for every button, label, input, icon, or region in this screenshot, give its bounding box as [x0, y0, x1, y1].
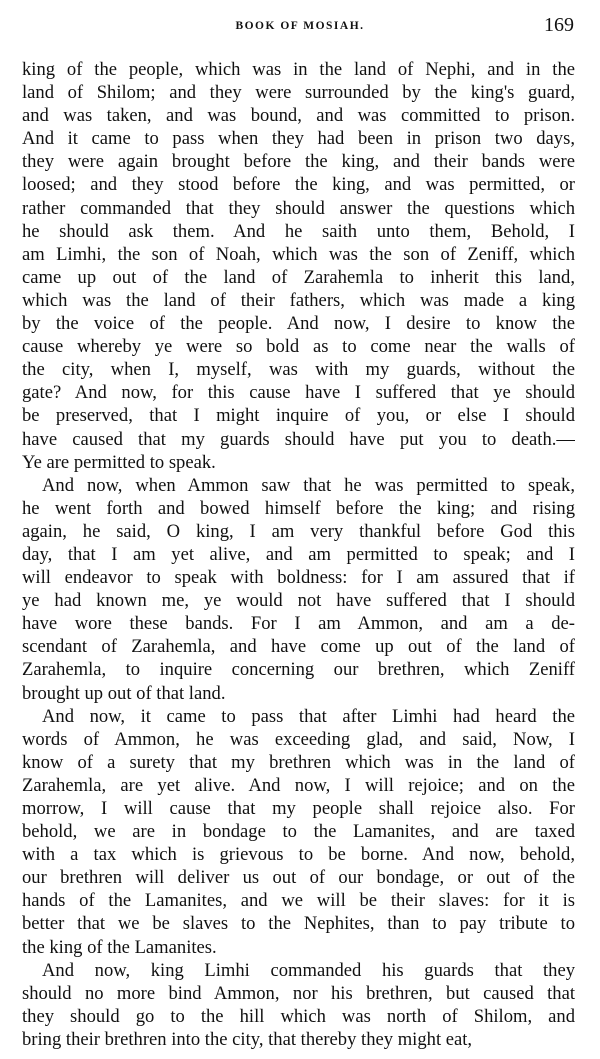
text-line: land of Shilom; and they were surrounded by the king's guard, — [22, 82, 575, 104]
text-line: with a tax which is grievous to be borne. And now, behold, — [22, 844, 575, 866]
page-header — [0, 14, 600, 44]
text-line: Zarahemla, are yet alive. And now, I will rejoice; and on the — [22, 774, 575, 796]
text-line: the city, when I, myself, was with my guards, without the — [22, 359, 575, 381]
text-line: he should ask them. And he saith unto them, Behold, I — [22, 220, 575, 242]
text-line: behold, we are in bondage to the Lamanites, and are taxed — [22, 821, 575, 843]
text-line: And now, king Limhi commanded his guards that they — [42, 959, 575, 981]
text-line: by the voice of the people. And now, I desire to know the — [22, 313, 575, 335]
text-line: gate? And now, for this cause have I suffered that ye should — [22, 382, 575, 404]
text-line: hands of the Lamanites, and we will be their slaves: for it is — [22, 890, 575, 912]
text-line: brought up out of that land. — [22, 682, 226, 704]
text-line: morrow, I will cause that my people shall rejoice also. For — [22, 798, 575, 819]
running-title: BOOK OF MOSIAH. — [235, 20, 365, 32]
text-line: cause whereby ye were so bold as to come near the walls of — [22, 336, 575, 358]
text-line: loosed; and they stood before the king, and was permitted, or — [22, 174, 575, 196]
text-line: ye had known me, ye would not have suffered that I should — [22, 590, 575, 612]
text-line: they should go to the hill which was north of Shilom, and — [22, 1005, 575, 1027]
text-line: and was taken, and was bound, and was committed to prison. — [22, 105, 575, 127]
text-line: words of Ammon, he was exceeding glad, and said, Now, I — [22, 728, 575, 750]
text-line: scendant of Zarahemla, and have come up out of the land of — [22, 636, 575, 658]
text-line: the king of the Lamanites. — [22, 936, 217, 958]
paragraph — [22, 474, 575, 705]
text-line: have caused that my guards should have put you to death.— — [22, 428, 575, 450]
text-line: know of a surety that my brethren which was in the land of — [22, 751, 575, 773]
paragraph — [22, 705, 575, 959]
text-line: have wore these bands. For I am Ammon, and am a de- — [22, 613, 575, 635]
text-line: day, that I am yet alive, and am permitted to speak; and I — [22, 543, 575, 565]
text-line: be preserved, that I might inquire of you, or else I should — [22, 405, 575, 427]
text-line: which was the land of their fathers, which was made a king — [22, 289, 575, 311]
paragraph — [22, 58, 575, 474]
text-line: rather commanded that they should answer the questions which — [22, 197, 575, 219]
text-line: better that we be slaves to the Nephites, than to pay tribute to — [22, 913, 575, 935]
text-line: And now, it came to pass that after Limhi had heard the — [42, 705, 575, 727]
text-line: they were again brought before the king, and their bands were — [22, 151, 575, 173]
text-line: will endeavor to speak with boldness: for I am assured that if — [22, 567, 575, 589]
text-line: he went forth and bowed himself before the king; and rising — [22, 497, 575, 519]
text-line: And it came to pass when they had been in prison two days, — [22, 128, 575, 150]
text-line: am Limhi, the son of Noah, which was the son of Zeniff, which — [22, 243, 575, 265]
text-line: bring their brethren into the city, that thereby they might eat, — [22, 1028, 473, 1050]
text-line: Ye are permitted to speak. — [22, 451, 216, 473]
text-line: again, he said, O king, I am very thankful before God this — [22, 520, 575, 542]
text-line: And now, when Ammon saw that he was permitted to speak, — [42, 474, 575, 496]
text-line: should no more bind Ammon, nor his brethren, but caused that — [22, 982, 575, 1004]
paragraph — [22, 959, 575, 1051]
text-line: king of the people, which was in the land of Nephi, and in the — [22, 59, 575, 80]
text-line: came up out of the land of Zarahemla to inherit this land, — [22, 266, 575, 288]
text-line: Zarahemla, to inquire concerning our brethren, which Zeniff — [22, 659, 575, 681]
page-body — [22, 58, 575, 1051]
text-line: our brethren will deliver us out of our bondage, or out of the — [22, 867, 575, 889]
page-number: 169 — [544, 14, 574, 36]
